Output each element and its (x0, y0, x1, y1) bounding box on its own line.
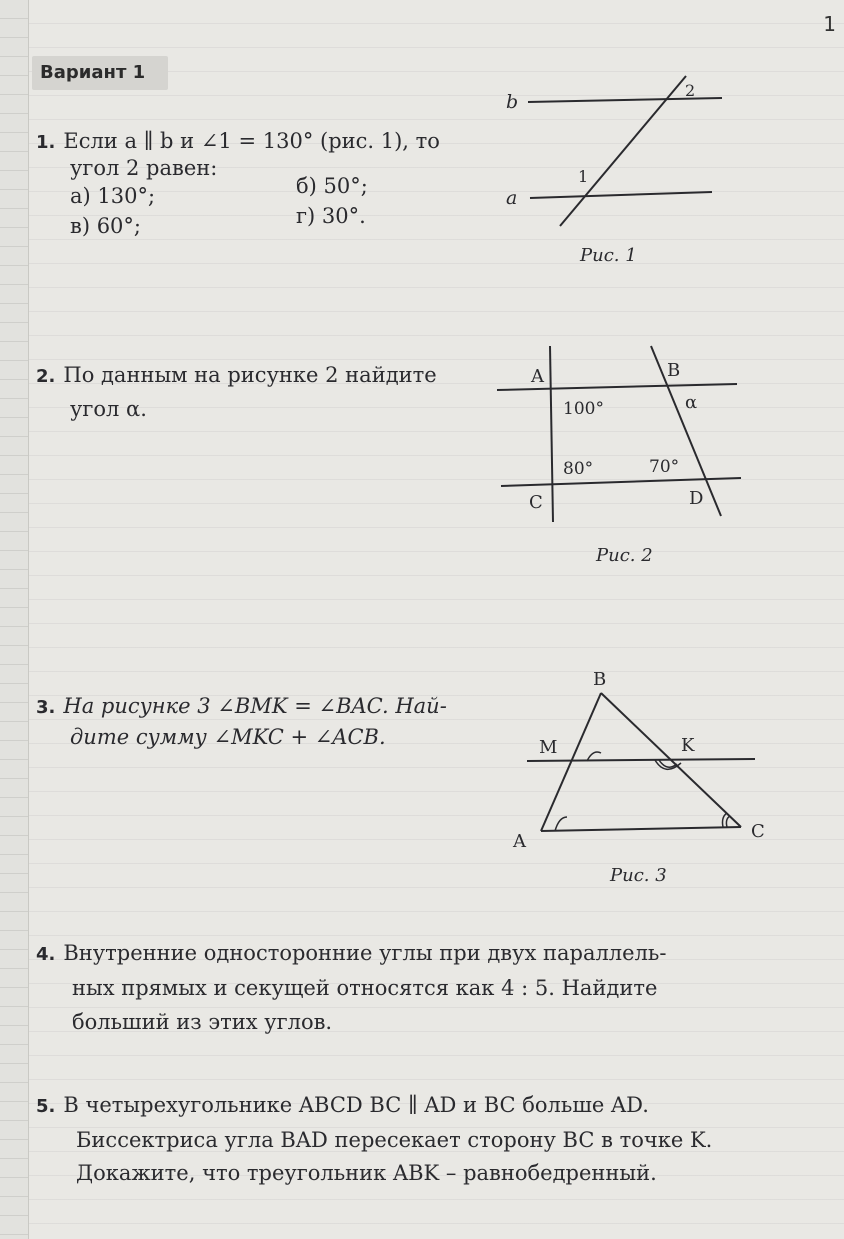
label-D: D (689, 488, 704, 509)
page-number: 1 (823, 12, 836, 36)
task-4-line-3: больший из этих углов. (72, 1010, 333, 1034)
line-bd (651, 346, 721, 516)
side-ac (541, 827, 741, 831)
label-angle-1: 1 (578, 167, 589, 186)
line-a (530, 192, 712, 198)
label-C: C (529, 492, 543, 513)
task-2-text (36, 362, 437, 390)
label-b: b (506, 91, 519, 113)
label-C: C (751, 821, 765, 842)
task-5-line-3: Докажите, что треугольник ABK – равнобедренный. (76, 1161, 657, 1185)
figure-3-caption: Рис. 3 (610, 865, 667, 886)
task-1-option-c: в) 60°; (70, 214, 141, 238)
figure-1-caption: Рис. 1 (580, 245, 637, 266)
task-1-option-b: б) 50°; (296, 174, 368, 198)
angle-mark-c-2 (726, 816, 730, 827)
task-5-number: 5. (36, 1096, 56, 1117)
label-alpha: α (685, 392, 698, 413)
figure-3 (505, 665, 775, 855)
task-4-line-2: ных прямых и секущей относятся как 4 : 5. Найдите (72, 976, 658, 1000)
angle-80: 80° (563, 459, 594, 479)
task-1-number: 1. (36, 132, 56, 153)
task-1-line-1: Если a ∥ b и ∠1 = 130° (рис. 1), то (63, 129, 440, 153)
label-A: A (531, 366, 544, 387)
angle-70: 70° (649, 457, 680, 477)
task-3-text (36, 693, 447, 721)
label-B: B (593, 669, 607, 690)
notebook-margin (0, 0, 29, 1239)
figure-2 (495, 340, 745, 530)
task-3-line-2: дите сумму ∠MKC + ∠ACB. (70, 725, 386, 749)
task-2-number: 2. (36, 366, 56, 387)
task-5-line-1: В четырехугольнике ABCD BC ∥ AD и BC больше AD. (63, 1093, 649, 1117)
figure-2-caption: Рис. 2 (596, 545, 653, 566)
line-ac (550, 346, 553, 522)
line-mk (527, 759, 755, 761)
label-a: a (506, 187, 518, 209)
angle-100: 100° (563, 399, 604, 419)
task-4-number: 4. (36, 944, 56, 965)
label-B: B (667, 360, 681, 381)
variant-heading: Вариант 1 (32, 56, 168, 90)
label-K: K (681, 735, 695, 756)
task-5-text (36, 1092, 649, 1120)
task-1-option-d: г) 30°. (296, 204, 366, 228)
task-3-number: 3. (36, 697, 56, 718)
label-A: A (513, 831, 526, 852)
label-M: M (539, 737, 558, 758)
figure-1 (490, 70, 730, 240)
task-5-line-2: Биссектриса угла BAD пересекает сторону BC в точке K. (76, 1128, 713, 1152)
task-4-line-1: Внутренние односторонние углы при двух параллель- (63, 941, 667, 965)
label-angle-2: 2 (685, 81, 696, 100)
transversal (560, 76, 686, 226)
task-1-line-2: угол 2 равен: (70, 156, 218, 180)
task-2-line-1: По данным на рисунке 2 найдите (63, 363, 437, 387)
task-4-text (36, 940, 666, 968)
task-2-line-2: угол α. (70, 397, 147, 421)
side-ab (541, 693, 601, 831)
angle-mark-a (555, 817, 567, 831)
task-1-text (36, 128, 440, 156)
task-1-option-a: а) 130°; (70, 184, 156, 208)
task-3-line-1: На рисунке 3 ∠BMK = ∠BAC. Най- (63, 694, 447, 718)
